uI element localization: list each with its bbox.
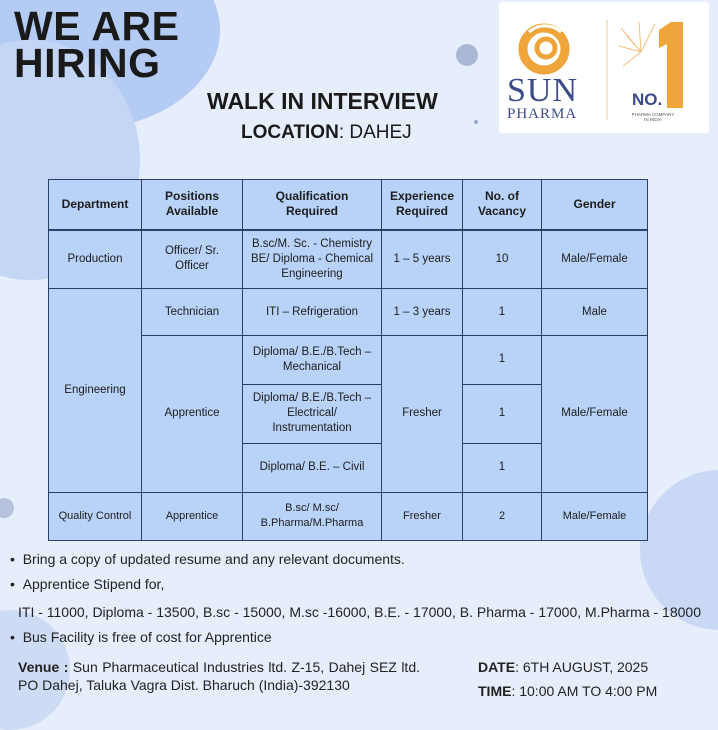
- engineering-apprentice-gender: Male/Female: [542, 336, 648, 492]
- production-vacancy: 10: [463, 230, 542, 288]
- production-qual-1: B.sc/M. Sc. - Chemistry: [251, 237, 373, 250]
- apprentice-elec-qual-2: Electrical/: [287, 407, 337, 420]
- header-vacancy-2: Vacancy: [477, 204, 527, 219]
- quality-qualification: [243, 492, 382, 540]
- location: [241, 122, 412, 144]
- apprentice-elec-vacancy: 1: [463, 384, 542, 443]
- header-gender: Gender: [542, 180, 648, 230]
- note-stipend: [10, 576, 164, 592]
- header-qualification: [243, 180, 382, 230]
- production-qual-3: Engineering: [281, 267, 343, 280]
- bullet-2: •: [10, 576, 15, 592]
- note-stipend-title: Apprentice Stipend for,: [22, 576, 165, 592]
- engineering-apprentice-position: Apprentice: [142, 336, 243, 492]
- production-qualification: [243, 230, 382, 288]
- apprentice-elec-qualification: [243, 384, 382, 443]
- header-positions-1: Positions: [164, 189, 219, 204]
- production-position-2: Officer: [175, 260, 209, 273]
- header-department: Department: [49, 180, 142, 230]
- date-label: DATE: [478, 659, 516, 675]
- technician-position: Technician: [142, 288, 243, 335]
- production-position-1: Officer/ Sr.: [164, 245, 220, 258]
- header-vacancy: [463, 180, 542, 230]
- table-row-production: [49, 230, 648, 288]
- headline-line-2: HIRING: [14, 40, 161, 86]
- time-label: TIME: [478, 683, 512, 699]
- engineering-department: Engineering: [49, 288, 142, 492]
- decor-dot-3: [0, 498, 14, 518]
- apprentice-civil-vacancy: 1: [463, 444, 542, 492]
- logo-no1-text: NO.: [632, 90, 663, 109]
- logo-no1-sub-1: PHARMA COMPANY: [631, 112, 675, 117]
- bullet-1: •: [10, 551, 15, 567]
- note-bus: [10, 629, 272, 645]
- logo-no1-sub: [621, 112, 685, 122]
- quality-qual-2: B.Pharma/M.Pharma: [260, 517, 364, 530]
- logo-no1-sub-2: IN INDIA: [644, 117, 662, 122]
- page-title: WALK IN INTERVIEW: [207, 88, 438, 114]
- vacancy-table: [48, 179, 648, 541]
- note-stipend-values: ITI - 11000, Diploma - 13500, B.sc - 15000, M.sc -16000, B.E. - 17000, B. Pharma - 17000, M.Pharma - 18000: [18, 604, 701, 620]
- header-qualification-2: Required: [285, 204, 338, 219]
- apprentice-mech-qualification: [243, 336, 382, 384]
- apprentice-mech-qual-2: Mechanical: [282, 360, 342, 373]
- production-department: Production: [49, 230, 142, 288]
- interview-date: [478, 659, 648, 675]
- technician-gender: Male: [542, 288, 648, 335]
- technician-qualification: ITI – Refrigeration: [243, 288, 382, 335]
- quality-department: Quality Control: [49, 492, 142, 540]
- decor-dot-1: [456, 44, 478, 66]
- production-gender: Male/Female: [542, 230, 648, 288]
- apprentice-elec-qual-1: Diploma/ B.E./B.Tech –: [252, 392, 372, 405]
- header-vacancy-1: No. of: [485, 189, 519, 204]
- table-header-row: [49, 180, 648, 230]
- header-qualification-1: Qualification: [275, 189, 349, 204]
- production-qual-2: BE/ Diploma - Chemical: [250, 252, 374, 265]
- note-bus-text: Bus Facility is free of cost for Apprentice: [22, 629, 272, 645]
- bullet-3: •: [10, 629, 15, 645]
- location-value: : DAHEJ: [338, 122, 412, 143]
- quality-gender: Male/Female: [542, 492, 648, 540]
- note-resume: [10, 551, 405, 567]
- engineering-apprentice-experience: Fresher: [382, 336, 463, 492]
- apprentice-elec-qual-3: Instrumentation: [272, 422, 352, 435]
- apprentice-mech-vacancy: 1: [463, 336, 542, 384]
- apprentice-mech-qual-1: Diploma/ B.E./B.Tech –: [252, 345, 372, 358]
- headline-line-1: WE ARE: [14, 3, 180, 49]
- header-positions-2: Available: [165, 204, 219, 219]
- venue-text: Sun Pharmaceutical Industries ltd. Z-15, Dahej SEZ ltd. PO Dahej, Taluka Vagra Dist. Bharuch (India)-392130: [18, 659, 420, 693]
- header-experience: [382, 180, 463, 230]
- quality-position: Apprentice: [142, 492, 243, 540]
- logo-brand-top: SUN: [507, 72, 579, 109]
- time-value: : 10:00 AM TO 4:00 PM: [511, 683, 658, 699]
- header-positions: [142, 180, 243, 230]
- venue-label: Venue :: [18, 659, 69, 675]
- headline: [14, 3, 180, 86]
- quality-vacancy: 2: [463, 492, 542, 540]
- venue: [18, 658, 420, 694]
- quality-qual-1: B.sc/ M.sc/: [285, 502, 339, 515]
- table-row-quality-control: [49, 492, 648, 540]
- header-experience-2: Required: [395, 204, 448, 219]
- location-label: LOCATION: [241, 122, 339, 143]
- date-value: : 6TH AUGUST, 2025: [515, 659, 649, 675]
- production-experience: 1 – 5 years: [382, 230, 463, 288]
- apprentice-civil-qualification: Diploma/ B.E. – Civil: [243, 444, 382, 492]
- technician-vacancy: 1: [463, 288, 542, 335]
- logo-no1-label: [632, 90, 662, 110]
- interview-time: [478, 683, 657, 699]
- quality-experience: Fresher: [382, 492, 463, 540]
- technician-experience: 1 – 3 years: [382, 288, 463, 335]
- table-row-technician: [49, 288, 648, 335]
- logo-brand-bottom: PHARMA: [507, 106, 578, 122]
- sun-pharma-logo-box: [499, 2, 709, 133]
- header-experience-1: Experience: [389, 189, 455, 204]
- decor-dot-2: [474, 120, 478, 124]
- note-resume-text: Bring a copy of updated resume and any relevant documents.: [22, 551, 405, 567]
- production-position: [142, 230, 243, 288]
